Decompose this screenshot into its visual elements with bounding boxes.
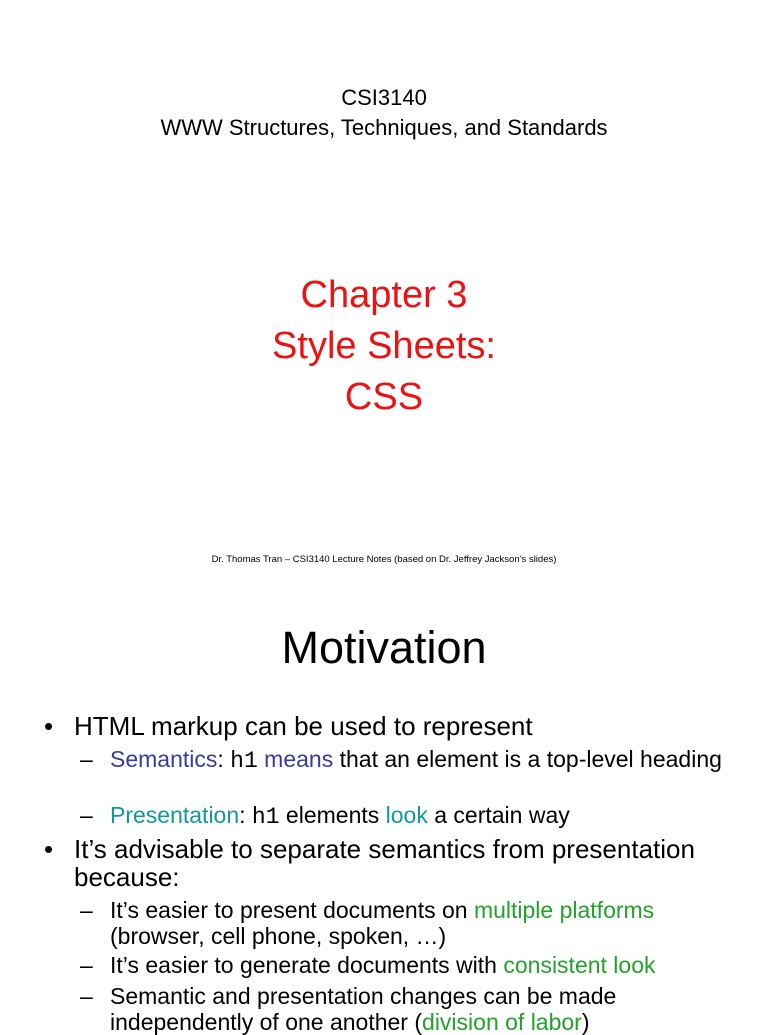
slide-footer: Dr. Thomas Tran – CSI3140 Lecture Notes (based on Dr. Jeffrey Jackson’s slides) xyxy=(211,554,557,565)
bullet-text: HTML markup can be used to represent xyxy=(74,711,533,741)
dash-marker: – xyxy=(80,983,93,1009)
multiple-platforms-highlight: multiple platforms xyxy=(473,897,655,923)
chapter-title-line2: CSS xyxy=(344,376,424,418)
presentation-term: Presentation xyxy=(110,802,240,828)
elements-word: elements xyxy=(285,802,380,828)
text-rest: ) xyxy=(581,1009,590,1035)
semantics-term: Semantics xyxy=(110,746,218,772)
colon: : xyxy=(239,802,246,828)
motivation-slide xyxy=(0,592,768,1035)
subbullet-presentation xyxy=(80,802,740,830)
colon: : xyxy=(217,746,224,772)
subbullet-text xyxy=(110,746,740,774)
subbullet-text xyxy=(110,952,740,978)
bullet-text: It’s advisable to separate semantics from presentation because: xyxy=(74,834,695,892)
text-pre: It’s easier to present documents on xyxy=(110,897,468,923)
subbullet-text xyxy=(110,897,740,949)
dash-marker: – xyxy=(80,897,93,923)
bullet-marker: • xyxy=(44,834,54,864)
subbullet-consistent-look xyxy=(80,952,740,978)
chapter-title-line1: Style Sheets: xyxy=(272,325,496,367)
look-highlight: look xyxy=(385,802,428,828)
subbullet-semantics xyxy=(80,746,740,774)
text-pre: Semantic and presentation changes can be made independently of one another ( xyxy=(110,983,617,1035)
bullet-html-markup xyxy=(44,712,744,740)
bullet-marker: • xyxy=(44,711,54,741)
bullet-separate-semantics xyxy=(44,835,744,891)
h1-code: h1 xyxy=(251,804,280,830)
course-title: WWW Structures, Techniques, and Standards xyxy=(160,115,608,140)
dash-marker: – xyxy=(80,952,93,978)
consistent-look-highlight: consistent look xyxy=(503,952,656,978)
h1-code: h1 xyxy=(230,748,258,774)
subbullet-division-of-labor xyxy=(80,983,740,1035)
dash-marker: – xyxy=(80,746,93,772)
subbullet-text xyxy=(110,802,740,830)
chapter-number: Chapter 3 xyxy=(300,274,468,316)
division-of-labor-highlight: division of labor xyxy=(422,1009,582,1035)
text-rest: (browser, cell phone, spoken, …) xyxy=(110,923,447,949)
dash-marker: – xyxy=(80,802,93,828)
slide-title: Motivation xyxy=(281,622,487,673)
semantics-rest: that an element is a top-level heading xyxy=(339,746,722,772)
subbullet-multiple-platforms xyxy=(80,897,740,949)
presentation-rest: a certain way xyxy=(434,802,570,828)
course-code: CSI3140 xyxy=(341,85,427,110)
subbullet-text xyxy=(110,983,740,1035)
text-pre: It’s easier to generate documents with xyxy=(110,952,497,978)
means-highlight: means xyxy=(264,746,334,772)
